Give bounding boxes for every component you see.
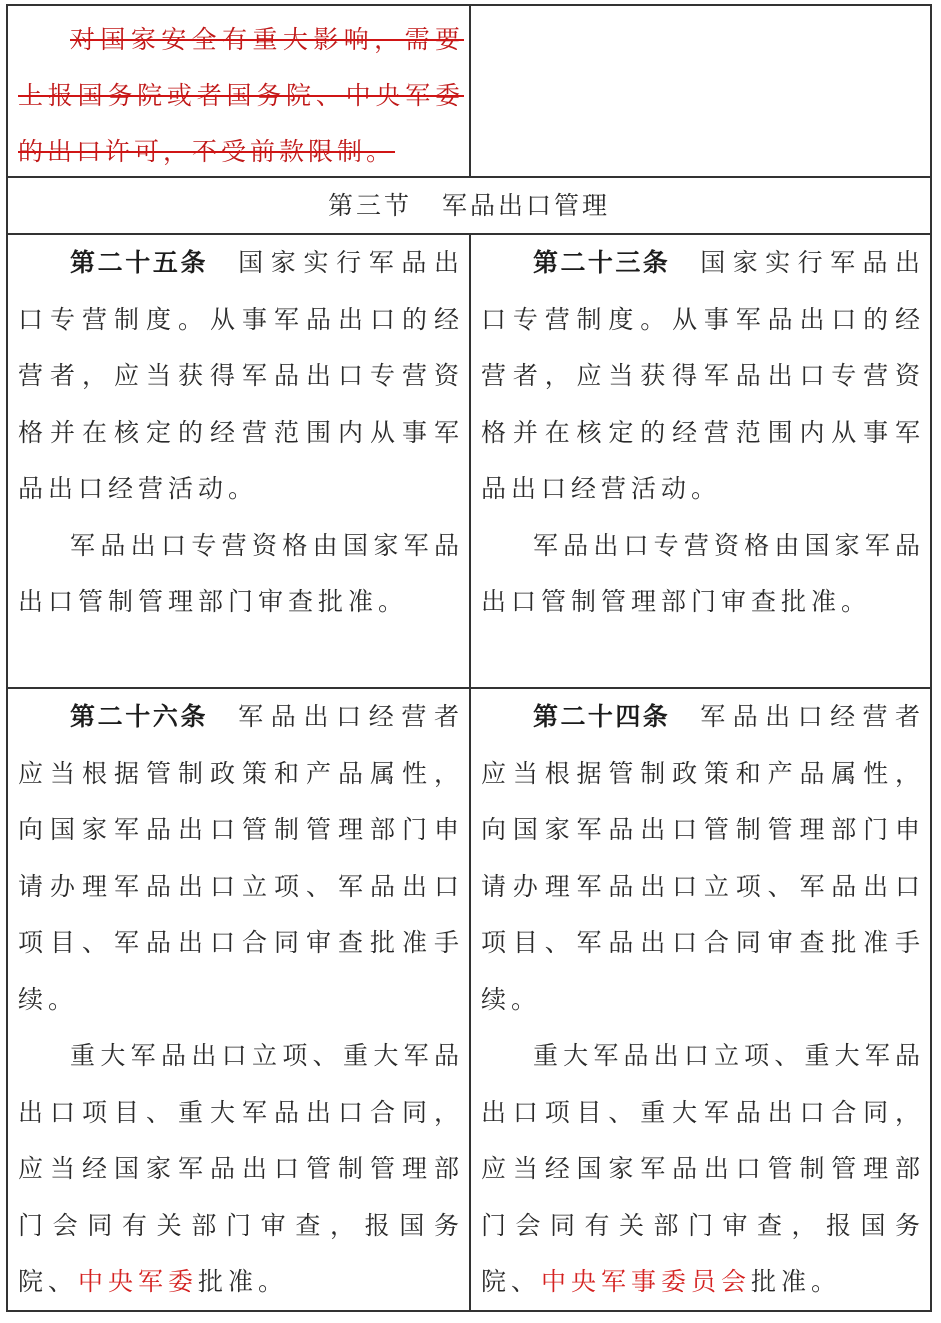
article-paragraph-2: 军品出口专营资格由国家军品出口管制管理部门审查批准。 — [18, 530, 464, 616]
article-text: 军品出口经营者应当根据管制政策和产品属性，向国家军品出口管制管理部门申请办理军品出口立项、军品出口项目、军品出口合同审查批准手续。 — [481, 702, 925, 1014]
row1-left-cell — [18, 235, 464, 685]
section-header — [8, 178, 930, 233]
deleted-paragraph — [18, 12, 464, 174]
row1-right-cell — [481, 235, 925, 685]
article-number: 第二十四条 — [533, 702, 671, 731]
highlighted-text: 中央军事委员会 — [541, 1267, 752, 1296]
article-number: 第二十六条 — [70, 702, 209, 731]
top-left-cell — [18, 12, 464, 174]
article-paragraph — [18, 689, 464, 1028]
row2-right-cell — [481, 689, 925, 1309]
article-paragraph — [481, 235, 925, 518]
text-segment: 重大军品出口立项、重大军品出口项目、重大军品出口合同，应当经国家军品出口管制管理部门会同有关部门审查，报国务院、 — [18, 1041, 464, 1296]
article-paragraph-2: 军品出口专营资格由国家军品出口管制管理部门审查批准。 — [481, 530, 925, 616]
text-segment: 批准。 — [751, 1267, 842, 1296]
text-segment: 重大军品出口立项、重大军品出口项目、重大军品出口合同，应当经国家军品出口管制管理部门会同有关部门审查，报国务院、 — [481, 1041, 925, 1296]
article-paragraph — [481, 689, 925, 1028]
row2-left-cell — [18, 689, 464, 1309]
highlighted-text: 中央军委 — [78, 1267, 199, 1296]
article-text: 军品出口经营者应当根据管制政策和产品属性，向国家军品出口管制管理部门申请办理军品出口立项、军品出口项目、军品出口合同审查批准手续。 — [18, 702, 464, 1014]
text-segment: 批准。 — [198, 1267, 289, 1296]
article-paragraph — [18, 235, 464, 518]
comparison-table — [6, 4, 932, 1312]
article-paragraph-2 — [481, 1028, 925, 1309]
article-paragraph-2 — [18, 1028, 464, 1309]
struck-text: 对国家安全有重大影响，需要上报国务院或者国务院、中央军委的出口许可，不受前款限制。 — [18, 25, 464, 166]
section-number: 第三节 — [327, 191, 412, 220]
column-divider-body — [469, 233, 471, 1310]
top-right-cell — [472, 8, 930, 174]
article-number: 第二十三条 — [533, 248, 671, 277]
article-text: 国家实行军品出口专营制度。从事军品出口的经营者，应当获得军品出口专营资格并在核定的经营范围内从事军品出口经营活动。 — [18, 248, 464, 503]
article-number: 第二十五条 — [70, 248, 209, 277]
column-divider-top — [469, 6, 471, 176]
section-title: 军品出口管理 — [442, 191, 611, 220]
article-text: 国家实行军品出口专营制度。从事军品出口的经营者，应当获得军品出口专营资格并在核定的经营范围内从事军品出口经营活动。 — [481, 248, 925, 503]
